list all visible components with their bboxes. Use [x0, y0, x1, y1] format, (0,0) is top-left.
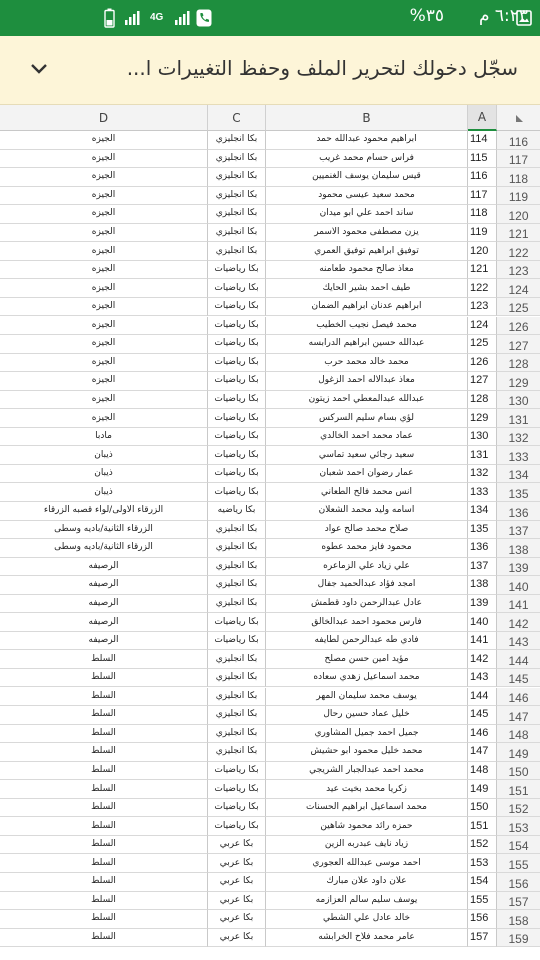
cell-c[interactable]: بكا عربي — [208, 910, 266, 929]
cell-c[interactable]: بكا عربي — [208, 892, 266, 911]
cell-d[interactable]: ذيبان — [0, 446, 208, 465]
cell-d[interactable]: ذيبان — [0, 465, 208, 484]
cell-b[interactable]: اسامه وليد محمد الشعلان — [266, 502, 468, 521]
cell-c[interactable]: بكا رياضيات — [208, 261, 266, 280]
cell-c[interactable]: بكا انجليزي — [208, 205, 266, 224]
cell-d[interactable]: الجيزه — [0, 391, 208, 410]
cell-a[interactable]: 125 — [468, 335, 497, 354]
row-header[interactable]: 140 — [497, 576, 540, 595]
cell-b[interactable]: عبدالله حسين ابراهيم الدرابسه — [266, 335, 468, 354]
table-row[interactable] — [0, 613, 540, 632]
table-row[interactable] — [0, 799, 540, 818]
cell-a[interactable]: 116 — [468, 168, 497, 187]
table-row[interactable] — [0, 632, 540, 651]
cell-c[interactable]: بكا عربي — [208, 836, 266, 855]
cell-b[interactable]: توفيق ابراهيم توفيق العمري — [266, 242, 468, 261]
signal-icon — [174, 8, 192, 28]
table-row[interactable] — [0, 465, 540, 484]
cell-c[interactable]: بكا رياضيات — [208, 317, 266, 336]
column-header-label: C — [232, 110, 241, 125]
row-header[interactable]: 142 — [497, 613, 540, 632]
cell-c[interactable]: بكا رياضيات — [208, 632, 266, 651]
cell-d[interactable]: الجيزه — [0, 298, 208, 317]
cell-d[interactable]: السلط — [0, 669, 208, 688]
cell-d[interactable]: السلط — [0, 725, 208, 744]
cell-c[interactable]: بكا انجليزي — [208, 150, 266, 169]
row-header[interactable]: 145 — [497, 669, 540, 688]
cell-c[interactable]: بكا انجليزي — [208, 187, 266, 206]
cell-b[interactable]: طيف احمد بشير الحايك — [266, 279, 468, 298]
row-header[interactable]: 130 — [497, 391, 540, 410]
table-row[interactable] — [0, 706, 540, 725]
cell-b[interactable]: مؤيد امين حسن مصلح — [266, 650, 468, 669]
row-header[interactable]: 155 — [497, 854, 540, 873]
table-row[interactable] — [0, 168, 540, 187]
cell-a[interactable]: 129 — [468, 409, 497, 428]
cell-d[interactable]: الجيزه — [0, 261, 208, 280]
cell-d[interactable]: الجيزه — [0, 354, 208, 373]
cell-b[interactable]: محمد خليل محمود ابو حشيش — [266, 743, 468, 762]
table-row[interactable] — [0, 242, 540, 261]
cell-a[interactable]: 145 — [468, 706, 497, 725]
table-row[interactable] — [0, 150, 540, 169]
table-row[interactable] — [0, 224, 540, 243]
row-header[interactable]: 125 — [497, 298, 540, 317]
cell-c[interactable]: بكا انجليزي — [208, 224, 266, 243]
cell-a[interactable]: 120 — [468, 242, 497, 261]
cell-b[interactable]: خالد عادل علي الشطي — [266, 910, 468, 929]
cell-b[interactable]: امجد فؤاد عبدالحميد جفال — [266, 576, 468, 595]
cell-d[interactable]: الزرقاء الثانية/باديه وسطى — [0, 521, 208, 540]
cell-d[interactable]: السلط — [0, 706, 208, 725]
cell-b[interactable]: قيس سليمان يوسف الغنميين — [266, 168, 468, 187]
cell-d[interactable]: الرصيفه — [0, 613, 208, 632]
cell-b[interactable]: علي زياد علي الزماعره — [266, 558, 468, 577]
cell-a[interactable]: 156 — [468, 910, 497, 929]
cell-c[interactable]: بكا انجليزي — [208, 669, 266, 688]
row-header[interactable]: 148 — [497, 725, 540, 744]
cell-c[interactable]: بكا انجليزي — [208, 521, 266, 540]
cell-b[interactable]: خليل عماد حسين رحال — [266, 706, 468, 725]
cell-d[interactable]: السلط — [0, 817, 208, 836]
column-header-label: D — [98, 110, 109, 125]
row-header[interactable]: 127 — [497, 335, 540, 354]
cell-a[interactable]: 139 — [468, 595, 497, 614]
row-header[interactable]: 158 — [497, 910, 540, 929]
table-row[interactable] — [0, 317, 540, 336]
table-row[interactable] — [0, 558, 540, 577]
row-header[interactable]: 156 — [497, 873, 540, 892]
cell-b[interactable]: صلاح محمد صالح عواد — [266, 521, 468, 540]
row-header[interactable]: 116 — [497, 131, 540, 150]
row-header[interactable]: 147 — [497, 706, 540, 725]
battery-icon — [104, 8, 115, 28]
cell-c[interactable]: بكا رياضيات — [208, 762, 266, 781]
cell-b[interactable]: عماد محمد احمد الخالدي — [266, 428, 468, 447]
cell-a[interactable]: 154 — [468, 873, 497, 892]
row-header[interactable]: 126 — [497, 317, 540, 336]
row-header[interactable]: 135 — [497, 483, 540, 502]
table-row[interactable] — [0, 688, 540, 707]
table-row[interactable] — [0, 762, 540, 781]
cell-d[interactable]: الجيزه — [0, 335, 208, 354]
row-header[interactable]: 141 — [497, 595, 540, 614]
cell-a[interactable]: 151 — [468, 817, 497, 836]
cell-c[interactable]: بكا رياضيات — [208, 817, 266, 836]
cell-a[interactable]: 141 — [468, 632, 497, 651]
row-header[interactable]: 146 — [497, 688, 540, 707]
cell-a[interactable]: 119 — [468, 224, 497, 243]
cell-b[interactable]: يوسف سليم سالم العزازمه — [266, 892, 468, 911]
cell-d[interactable]: الرصيفه — [0, 632, 208, 651]
row-header[interactable]: 133 — [497, 446, 540, 465]
cell-c[interactable]: بكا رياضيات — [208, 354, 266, 373]
cell-d[interactable]: الرصيفه — [0, 558, 208, 577]
spreadsheet-grid[interactable] — [0, 105, 540, 960]
cell-a[interactable]: 144 — [468, 688, 497, 707]
cell-c[interactable]: بكا انجليزي — [208, 168, 266, 187]
cell-d[interactable]: مادبا — [0, 428, 208, 447]
cell-b[interactable]: فادي طه عبدالرحمن لطايفه — [266, 632, 468, 651]
cell-a[interactable]: 148 — [468, 762, 497, 781]
cell-a[interactable]: 150 — [468, 799, 497, 818]
select-all-corner[interactable] — [497, 105, 540, 131]
table-row[interactable] — [0, 335, 540, 354]
cell-c[interactable]: بكا انجليزي — [208, 706, 266, 725]
cell-c[interactable]: بكا انجليزي — [208, 131, 266, 150]
cell-c[interactable]: بكا رياضيات — [208, 446, 266, 465]
table-row[interactable] — [0, 836, 540, 855]
cell-c[interactable]: بكا رياضيات — [208, 780, 266, 799]
cell-a[interactable]: 143 — [468, 669, 497, 688]
cell-c[interactable]: بكا انجليزي — [208, 743, 266, 762]
cell-b[interactable]: انس محمد فالح الطعاني — [266, 483, 468, 502]
row-header[interactable]: 123 — [497, 261, 540, 280]
cell-c[interactable]: بكا رياضيات — [208, 409, 266, 428]
cell-c[interactable]: بكا انجليزي — [208, 242, 266, 261]
cell-c[interactable]: بكا رياضيات — [208, 372, 266, 391]
row-header[interactable]: 143 — [497, 632, 540, 651]
cell-d[interactable]: الزرقاء الاولى/لواء قصبه الزرقاء — [0, 502, 208, 521]
table-row[interactable] — [0, 854, 540, 873]
cell-a[interactable]: 124 — [468, 317, 497, 336]
clock: ٦:٢٣ م — [478, 6, 528, 26]
phone-icon — [196, 8, 212, 28]
cell-b[interactable]: محمود فايز محمد عطوه — [266, 539, 468, 558]
cell-c[interactable]: بكا انجليزي — [208, 688, 266, 707]
cell-b[interactable]: محمد خالد محمد حرب — [266, 354, 468, 373]
cell-b[interactable]: عمار رضوان احمد شعبان — [266, 465, 468, 484]
table-row[interactable] — [0, 910, 540, 929]
table-row[interactable] — [0, 187, 540, 206]
cell-b[interactable]: محمد فيصل نجيب الخطيب — [266, 317, 468, 336]
cell-c[interactable]: بكا رياضيه — [208, 502, 266, 521]
cell-a[interactable]: 118 — [468, 205, 497, 224]
cell-d[interactable]: السلط — [0, 780, 208, 799]
table-row[interactable] — [0, 669, 540, 688]
cell-c[interactable]: بكا رياضيات — [208, 279, 266, 298]
table-row[interactable] — [0, 205, 540, 224]
table-row[interactable] — [0, 521, 540, 540]
cell-d[interactable]: الجيزه — [0, 317, 208, 336]
cell-d[interactable]: السلط — [0, 799, 208, 818]
cell-d[interactable]: الجيزه — [0, 205, 208, 224]
cell-a[interactable]: 140 — [468, 613, 497, 632]
signal-4g-bars-icon — [124, 8, 142, 28]
cell-d[interactable]: السلط — [0, 688, 208, 707]
row-header[interactable]: 119 — [497, 187, 540, 206]
cell-d[interactable]: الزرقاء الثانية/باديه وسطى — [0, 539, 208, 558]
row-header[interactable]: 120 — [497, 205, 540, 224]
row-header[interactable]: 152 — [497, 799, 540, 818]
cell-a[interactable]: 142 — [468, 650, 497, 669]
cell-d[interactable]: السلط — [0, 929, 208, 948]
row-header[interactable]: 153 — [497, 817, 540, 836]
table-row[interactable] — [0, 892, 540, 911]
table-row[interactable] — [0, 391, 540, 410]
cell-a[interactable]: 126 — [468, 354, 497, 373]
table-row[interactable] — [0, 409, 540, 428]
cell-a[interactable]: 136 — [468, 539, 497, 558]
cell-d[interactable]: السلط — [0, 650, 208, 669]
table-row[interactable] — [0, 502, 540, 521]
row-header[interactable]: 129 — [497, 372, 540, 391]
cell-d[interactable]: الجيزه — [0, 242, 208, 261]
cell-b[interactable]: معاذ عبدالاله احمد الزغول — [266, 372, 468, 391]
cell-a[interactable]: 157 — [468, 929, 497, 948]
row-header[interactable]: 157 — [497, 892, 540, 911]
cell-d[interactable]: الرصيفه — [0, 595, 208, 614]
cell-b[interactable]: عادل عبدالرحمن داود قطمش — [266, 595, 468, 614]
cell-c[interactable]: بكا رياضيات — [208, 335, 266, 354]
cell-c[interactable]: بكا رياضيات — [208, 391, 266, 410]
cell-c[interactable]: بكا انجليزي — [208, 725, 266, 744]
row-header[interactable]: 149 — [497, 743, 540, 762]
cell-b[interactable]: عامر محمد فلاح الخرابشه — [266, 929, 468, 948]
cell-a[interactable]: 138 — [468, 576, 497, 595]
cell-a[interactable]: 122 — [468, 279, 497, 298]
cell-b[interactable]: ساند احمد علي ابو ميدان — [266, 205, 468, 224]
table-row[interactable] — [0, 279, 540, 298]
cell-b[interactable]: محمد اسماعيل زهدي سعاده — [266, 669, 468, 688]
cell-a[interactable]: 153 — [468, 854, 497, 873]
table-row[interactable] — [0, 595, 540, 614]
cell-b[interactable]: ابراهيم محمود عبدالله حمد — [266, 131, 468, 150]
row-header[interactable]: 118 — [497, 168, 540, 187]
cell-c[interactable]: بكا انجليزي — [208, 558, 266, 577]
signal-4g-icon — [150, 8, 170, 28]
row-header[interactable]: 121 — [497, 224, 540, 243]
cell-a[interactable]: 127 — [468, 372, 497, 391]
cell-d[interactable]: الجيزه — [0, 150, 208, 169]
row-header[interactable]: 150 — [497, 762, 540, 781]
cell-c[interactable]: بكا عربي — [208, 854, 266, 873]
cell-a[interactable]: 149 — [468, 780, 497, 799]
table-row[interactable] — [0, 539, 540, 558]
cell-a[interactable]: 128 — [468, 391, 497, 410]
cell-a[interactable]: 114 — [468, 131, 497, 150]
row-header[interactable]: 136 — [497, 502, 540, 521]
cell-b[interactable]: محمد سعيد عيسى محمود — [266, 187, 468, 206]
cell-d[interactable]: السلط — [0, 836, 208, 855]
cell-c[interactable]: بكا انجليزي — [208, 595, 266, 614]
table-row[interactable] — [0, 873, 540, 892]
cell-a[interactable]: 117 — [468, 187, 497, 206]
cell-a[interactable]: 147 — [468, 743, 497, 762]
cell-a[interactable]: 121 — [468, 261, 497, 280]
table-row[interactable] — [0, 372, 540, 391]
corner-triangle-icon — [514, 113, 524, 123]
cell-b[interactable]: زكريا محمد بخيت عيد — [266, 780, 468, 799]
column-header-label: A — [477, 110, 487, 124]
table-row[interactable] — [0, 743, 540, 762]
cell-d[interactable]: الجيزه — [0, 187, 208, 206]
cell-c[interactable]: بكا انجليزي — [208, 576, 266, 595]
table-row[interactable] — [0, 428, 540, 447]
column-header-c[interactable] — [208, 105, 266, 131]
cell-a[interactable]: 152 — [468, 836, 497, 855]
cell-d[interactable]: السلط — [0, 743, 208, 762]
cell-c[interactable]: بكا رياضيات — [208, 465, 266, 484]
cell-d[interactable]: السلط — [0, 910, 208, 929]
cell-b[interactable]: يوسف محمد سليمان المهر — [266, 688, 468, 707]
cell-b[interactable]: محمد احمد عبدالجبار الشريجي — [266, 762, 468, 781]
table-row[interactable] — [0, 650, 540, 669]
row-header[interactable]: 134 — [497, 465, 540, 484]
cell-b[interactable]: فارس محمود احمد عبدالخالق — [266, 613, 468, 632]
row-header[interactable]: 131 — [497, 409, 540, 428]
table-row[interactable] — [0, 261, 540, 280]
cell-c[interactable]: بكا رياضيات — [208, 428, 266, 447]
cell-d[interactable]: السلط — [0, 762, 208, 781]
row-header[interactable]: 128 — [497, 354, 540, 373]
status-bar — [0, 0, 540, 36]
signin-banner-text: سجّل دخولك لتحرير الملف وحفظ التغييرات ا... — [126, 56, 518, 80]
cell-a[interactable]: 134 — [468, 502, 497, 521]
cell-b[interactable]: علان داود علان مبارك — [266, 873, 468, 892]
signin-banner[interactable] — [0, 36, 540, 105]
cell-d[interactable]: الجيزه — [0, 168, 208, 187]
cell-d[interactable]: الجيزه — [0, 131, 208, 150]
cell-c[interactable]: بكا انجليزي — [208, 539, 266, 558]
row-header[interactable]: 154 — [497, 836, 540, 855]
table-row[interactable] — [0, 354, 540, 373]
battery-percent: %٣٥ — [409, 6, 444, 26]
cell-a[interactable]: 131 — [468, 446, 497, 465]
cell-b[interactable]: عبدالله عبدالمعطي احمد زيتون — [266, 391, 468, 410]
cell-d[interactable]: الرصيفه — [0, 576, 208, 595]
row-header[interactable]: 138 — [497, 539, 540, 558]
cell-b[interactable]: احمد موسى عبدالله العجوري — [266, 854, 468, 873]
cell-b[interactable]: جميل احمد جميل المشاوري — [266, 725, 468, 744]
cell-c[interactable]: بكا عربي — [208, 873, 266, 892]
row-header[interactable]: 144 — [497, 650, 540, 669]
table-row[interactable] — [0, 725, 540, 744]
row-header[interactable]: 159 — [497, 929, 540, 948]
cell-d[interactable]: الجيزه — [0, 224, 208, 243]
cell-d[interactable]: الجيزه — [0, 372, 208, 391]
row-header[interactable]: 124 — [497, 279, 540, 298]
cell-d[interactable]: ذيبان — [0, 483, 208, 502]
cell-a[interactable]: 146 — [468, 725, 497, 744]
cell-b[interactable]: سعيد رجائي سعيد تماسي — [266, 446, 468, 465]
row-header[interactable]: 139 — [497, 558, 540, 577]
cell-a[interactable]: 133 — [468, 483, 497, 502]
cell-b[interactable]: يزن مصطفى محمود الاسمر — [266, 224, 468, 243]
cell-d[interactable]: السلط — [0, 892, 208, 911]
cell-a[interactable]: 130 — [468, 428, 497, 447]
cell-d[interactable]: السلط — [0, 854, 208, 873]
table-row[interactable] — [0, 483, 540, 502]
cell-a[interactable]: 123 — [468, 298, 497, 317]
row-header[interactable]: 132 — [497, 428, 540, 447]
table-row[interactable] — [0, 817, 540, 836]
cell-c[interactable]: بكا عربي — [208, 929, 266, 948]
table-row[interactable] — [0, 576, 540, 595]
cell-b[interactable]: معاذ صالح محمود طعامنه — [266, 261, 468, 280]
column-header-label: B — [362, 110, 371, 125]
cell-c[interactable]: بكا رياضيات — [208, 483, 266, 502]
cell-c[interactable]: بكا رياضيات — [208, 298, 266, 317]
cell-b[interactable]: ابراهيم عدنان ابراهيم الضمان — [266, 298, 468, 317]
cell-c[interactable]: بكا رياضيات — [208, 799, 266, 818]
column-header-a[interactable] — [468, 105, 497, 131]
table-row[interactable] — [0, 780, 540, 799]
column-header-b[interactable] — [266, 105, 468, 131]
cell-b[interactable]: محمد اسماعيل ابراهيم الحسنات — [266, 799, 468, 818]
cell-b[interactable]: حمزه رائد محمود شاهين — [266, 817, 468, 836]
cell-d[interactable]: الجيزه — [0, 279, 208, 298]
row-header[interactable]: 122 — [497, 242, 540, 261]
cell-a[interactable]: 137 — [468, 558, 497, 577]
cell-b[interactable]: لؤي بسام سليم السركس — [266, 409, 468, 428]
cell-a[interactable]: 132 — [468, 465, 497, 484]
table-row[interactable] — [0, 131, 540, 150]
cell-d[interactable]: الجيزه — [0, 409, 208, 428]
cell-a[interactable]: 135 — [468, 521, 497, 540]
cell-d[interactable]: السلط — [0, 873, 208, 892]
chevron-down-icon[interactable] — [28, 58, 50, 80]
column-header-d[interactable] — [0, 105, 208, 131]
cell-a[interactable]: 155 — [468, 892, 497, 911]
cell-a[interactable]: 115 — [468, 150, 497, 169]
table-row[interactable] — [0, 446, 540, 465]
row-header[interactable]: 137 — [497, 521, 540, 540]
cell-b[interactable]: فراس حسام محمد غريب — [266, 150, 468, 169]
table-row[interactable] — [0, 298, 540, 317]
cell-c[interactable]: بكا رياضيات — [208, 613, 266, 632]
network-type-label: 4G — [150, 12, 164, 23]
table-row[interactable] — [0, 929, 540, 948]
cell-c[interactable]: بكا انجليزي — [208, 650, 266, 669]
row-header[interactable]: 151 — [497, 780, 540, 799]
cell-b[interactable]: زياد نايف عبدربه الزين — [266, 836, 468, 855]
row-header[interactable]: 117 — [497, 150, 540, 169]
